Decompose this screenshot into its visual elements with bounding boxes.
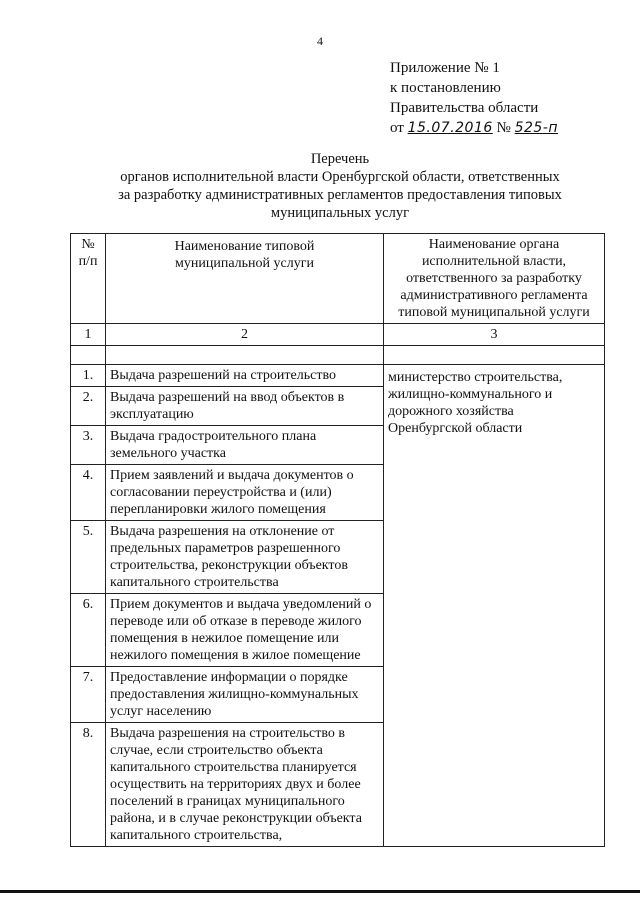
page-number: 4 (317, 34, 323, 48)
appendix-resolution-label: к постановлению (390, 80, 501, 96)
table-row (71, 365, 605, 387)
appendix-government-label: Правительства области (390, 100, 539, 116)
col-number: 3 (384, 324, 605, 346)
document-title (90, 150, 590, 222)
service-name: Предоставление информации о порядке предоставления жилищно-коммунальных услуг населению (106, 667, 384, 723)
row-number: 1. (71, 365, 106, 387)
service-name: Выдача градостроительного плана земельного участка (106, 426, 384, 465)
service-name: Выдача разрешений на строительство (106, 365, 384, 387)
services-table (70, 233, 605, 847)
date-prefix: от (390, 120, 404, 136)
title-line-2: органов исполнительной власти Оренбургской области, ответственных (120, 169, 560, 185)
number-sign: № (496, 120, 511, 136)
row-number: 5. (71, 521, 106, 594)
appendix-header (390, 58, 558, 138)
header-service: Наименование типовой муниципальной услуги (106, 234, 384, 324)
handwritten-number: 525-п (514, 120, 559, 136)
scan-edge-line (0, 890, 640, 893)
col-number: 1 (71, 324, 106, 346)
title-line-4: муниципальных услуг (270, 205, 410, 221)
spacer-row (71, 346, 605, 365)
service-name: Выдача разрешения на строительство в случае, если строительство объекта капитального строительства планируется осуществить на территориях двух и более поселений в границах муниципального района, и в случае реконструкции объекта капитального строительства, (106, 723, 384, 847)
table-header-row (71, 234, 605, 324)
header-org: Наименование органа исполнительной власти, ответственного за разработку административного регламента типовой муниципальной услуги (384, 234, 605, 324)
col-number: 2 (106, 324, 384, 346)
header-num: № п/п (71, 234, 106, 324)
appendix-date-line (390, 118, 558, 138)
row-number: 7. (71, 667, 106, 723)
title-line-1: Перечень (310, 151, 370, 167)
row-number: 3. (71, 426, 106, 465)
row-number: 2. (71, 387, 106, 426)
row-number: 8. (71, 723, 106, 847)
title-line-3: за разработку административных регламентов предоставления типовых (118, 187, 562, 203)
responsible-org: министерство строительства, жилищно-коммунального и дорожного хозяйства Оренбургской области (384, 365, 605, 847)
row-number: 4. (71, 465, 106, 521)
handwritten-date: 15.07.2016 (407, 120, 493, 136)
row-number: 6. (71, 594, 106, 667)
service-name: Прием заявлений и выдача документов о согласовании переустройства и (или) перепланировки жилого помещения (106, 465, 384, 521)
service-name: Выдача разрешений на ввод объектов в эксплуатацию (106, 387, 384, 426)
service-name: Выдача разрешения на отклонение от предельных параметров разрешенного строительства, реконструкции объектов капитального строительства (106, 521, 384, 594)
service-name: Прием документов и выдача уведомлений о переводе или об отказе в переводе жилого помещения в нежилое помещение или нежилого помещения в жилое помещение (106, 594, 384, 667)
column-number-row (71, 324, 605, 346)
appendix-title: Приложение № 1 (390, 60, 500, 76)
